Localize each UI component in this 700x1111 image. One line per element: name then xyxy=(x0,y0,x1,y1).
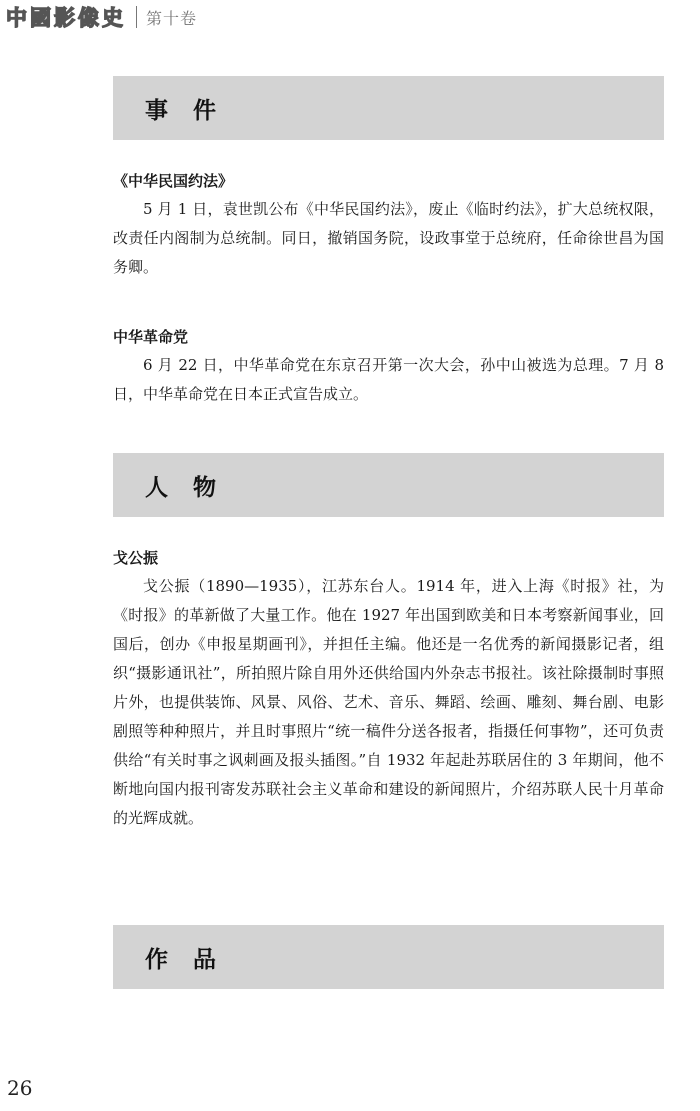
section-heading-people xyxy=(113,453,664,517)
entry-title: 中华革命党 xyxy=(113,328,189,346)
header-divider xyxy=(136,6,137,28)
entry-ge-gongzhen xyxy=(113,548,664,833)
entry-provisional-constitution xyxy=(113,171,664,282)
entry-title: 戈公振 xyxy=(113,549,159,567)
entry-text: 戈公振（1890—1935），江苏东台人。1914 年，进入上海《时报》社，为《时报》的革新做了大量工作。他在 1927 年出国到欧美和日本考察新闻事业，回国后，创办《申报星期画刊》，并担任主编。他还是一名优秀的新闻摄影记者，组织“摄影通讯社”，所拍照片除自用外还供给国内外杂志书报社。该社除摄制时事照片外，也提供装饰、风景、风俗、艺术、音乐、舞蹈、绘画、雕刻、舞台剧、电影剧照等种种照片，并且时事照片“统一稿件分送各报者，指摄任何事物”，还可负责供给“有关时事之讽刺画及报头插图。”自 1932 年起赴苏联居住的 3 年期间，他不断地向国内报刊寄发苏联社会主义革命和建设的新闻照片，介绍苏联人民十月革命的光辉成就。 xyxy=(113,577,664,827)
volume-label: 第十卷 xyxy=(146,8,198,28)
section-title: 作 品 xyxy=(145,945,217,973)
running-header xyxy=(6,4,197,30)
section-heading-events xyxy=(113,76,664,140)
entry-title: 《中华民国约法》 xyxy=(113,172,234,190)
entry-revolutionary-party xyxy=(113,327,664,409)
entry-text: 6 月 22 日，中华革命党在东京召开第一次大会，孙中山被选为总理。7 月 8 日，中华革命党在日本正式宣告成立。 xyxy=(113,356,664,403)
book-title: 中國影像史 xyxy=(6,6,126,30)
section-title: 人 物 xyxy=(145,473,217,501)
section-heading-works xyxy=(113,925,664,989)
section-title: 事 件 xyxy=(145,96,217,124)
entry-text: 5 月 1 日，袁世凯公布《中华民国约法》，废止《临时约法》，扩大总统权限，改责任内阁制为总统制。同日，撤销国务院，设政事堂于总统府，任命徐世昌为国务卿。 xyxy=(113,200,664,276)
page-number: 26 xyxy=(7,1076,33,1100)
